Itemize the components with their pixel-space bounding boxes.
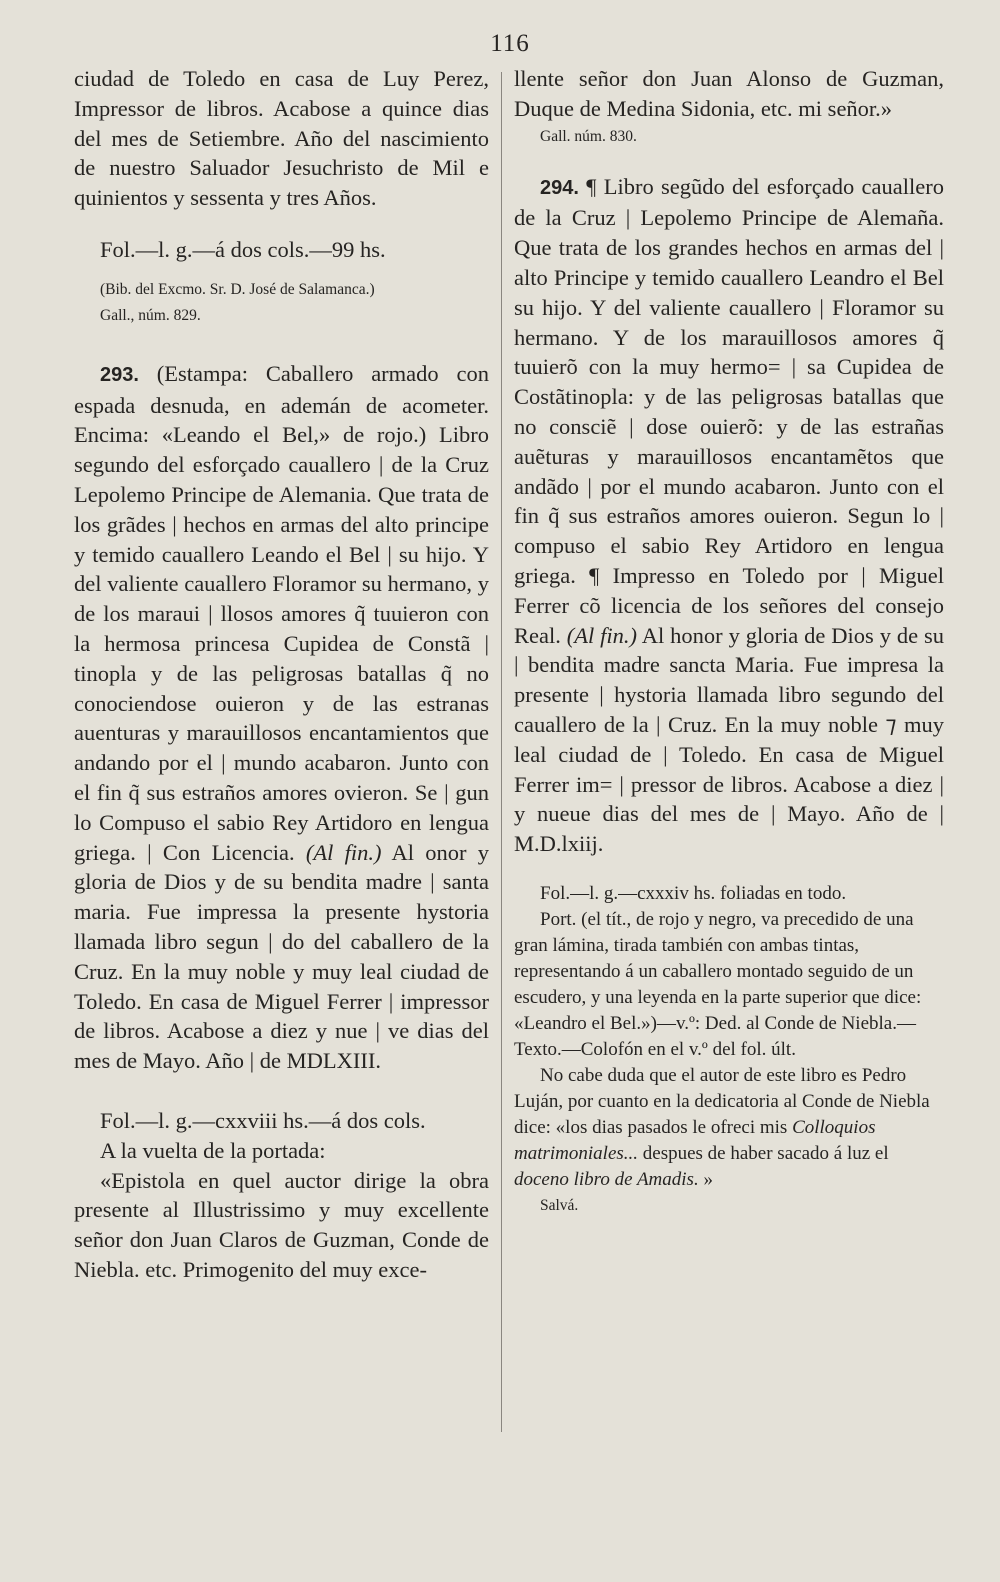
text-paragraph (74, 1166, 489, 1285)
paragraph-text: Al honor y gloria de Dios y de su | bendita madre sancta Maria. Fue impresa la presente | hystoria llamada libro segundo del cauallero de la | Cruz. En la muy noble ⁊ muy leal ciudad de | Toledo. En casa de Miguel Ferrer im= | pressor de libros. Acabose a diez | y nueue dias del mes de | Mayo. Año de | M.D.lxiij. (514, 622, 945, 857)
italic-text: Colloquios matrimoniales... (514, 1116, 876, 1164)
paragraph-text: » (703, 1168, 713, 1190)
page-number: 116 (490, 30, 530, 57)
spacer (74, 1076, 489, 1106)
italic-text: doceno libro de Amadis. (514, 1168, 699, 1190)
text-paragraph (74, 1136, 489, 1166)
paragraph-text: despues de haber sacado á luz el (642, 1142, 889, 1164)
entry-number: 293. (100, 363, 139, 386)
text-paragraph (514, 881, 944, 907)
column-divider (501, 72, 502, 1432)
paragraph-text: Fol.—l. g.—á dos cols.—99 hs. (100, 236, 386, 262)
paragraph-text: «Epistola en quel auctor dirige la obra presente al Illustrissimo y muy excellente señor don Juan Claros de Guzman, Conde de Niebla. etc. Primogenito del muy exce- (74, 1167, 489, 1282)
entry-number: 294. (540, 176, 579, 199)
paragraph-text: A la vuelta de la portada: (100, 1137, 326, 1163)
paragraph-text: Port. (el tít., de rojo y negro, va precedido de una gran lámina, tirada también con ambas tintas, representando á un caballero montado seguido de un escudero, y una leyenda en la parte superior que dice: «Leandro el Bel.»)—v.º: Ded. al Conde de Niebla.—Texto.—Colofón en el v.º del fol. últ. (514, 908, 922, 1060)
paragraph-text: (Bib. del Excmo. Sr. D. José de Salamanca.) (100, 280, 375, 298)
paragraph-text: Salvá. (540, 1196, 579, 1214)
catalog-entry (514, 172, 944, 859)
spacer (74, 265, 489, 277)
right-column (514, 64, 944, 1219)
left-column (74, 64, 489, 1285)
paragraph-text: ciudad de Toledo en casa de Luy Perez, Impressor de libros. Acabose a quince dias del mes de Setiembre. Año del nascimiento de nuestro Saluador Jesuchristo de Mil e quinientos y sessenta y tres Años. (74, 66, 489, 211)
paragraph-text: llente señor don Juan Alonso de Guzman, Duque de Medina Sidonia, etc. mi señor.» (514, 66, 944, 121)
paragraph-text: No cabe duda que el autor de este libro es Pedro Luján, por cuanto en la dedicatoria al Conde de Niebla dice: «los dias pasados le ofreci mis (514, 1064, 930, 1138)
italic-text: (Al fin.) (566, 622, 638, 648)
text-paragraph (74, 303, 489, 329)
paragraph-text: Fol.—l. g.—cxxxiv hs. foliadas en todo. (540, 882, 847, 904)
text-paragraph (514, 907, 944, 1063)
text-paragraph (514, 1063, 944, 1193)
italic-text: (Al fin.) (305, 839, 382, 865)
paragraph-text: Gall., núm. 829. (100, 306, 201, 324)
paragraph-text: ¶ Libro segũdo del esforçado cauallero de la Cruz | Lepolemo Principe de Alemaña. Que trata de los grandes hechos en armas del | alto Principe y temido cauallero Leandro el Bel su hijo. Y del valiente cauallero | Floramor su hermano. Y de los marauillosos amores q̃ tuuierõ con la muy hermo= | sa Cupidea de Costãtinopla: y de las peligrosas batallas que no consciẽ | dose ouierõ: y de las estrañas auẽturas y marauillosos encantamẽtos que andãdo | por el mundo acabaron. Junto con el fin q̃ sus estraños amores ouieron. Segun lo | compuso el sabio Rey Artidoro en lengua griega. ¶ Impresso en Toledo por | Miguel Ferrer cõ licencia de los señores del consejo Real. (514, 173, 944, 648)
text-paragraph (74, 235, 489, 265)
paragraph-text: (Estampa: Caballero armado con espada desnuda, en ademán de acometer. Encima: «Leando el Bel,» de rojo.) Libro segundo del esforçado cauallero | de la Cruz Lepolemo Principe de Alemania. Que trata de los grãdes | hechos en armas del alto principe y temido cauallero Leando el Bel | su hijo. Y del valiente cauallero Floramor su hermano, y de los maraui | llosos amores q̃ tuuieron con la hermosa princesa Cupidea de Constã | tinopla y de las peligrosas batallas q̃ no conociendose ouieron y de las estranas auenturas y marauillosos encantamientos que andando por el | mundo acabaron. Junto con el fin q̃ sus estraños amores ovieron. Se | gun lo Compuso el sabio Rey Artidoro en lengua griega. | Con Licencia. (74, 360, 489, 865)
paragraph-text: Al onor y gloria de Dios y de su bendita madre | santa maria. Fue impressa la presente hystoria llamada libro segun | do del caballero de la Cruz. En la muy noble y muy leal ciudad de Toledo. En casa de Miguel Ferrer | impressor de libros. Acabose a diez y nue | ve dias del mes de Mayo. Año | de MDLXIII. (74, 839, 490, 1074)
text-paragraph (514, 124, 944, 150)
text-paragraph (74, 64, 489, 213)
paragraph-text: Gall. núm. 830. (540, 127, 637, 145)
spacer (514, 150, 944, 172)
spacer (74, 329, 489, 359)
text-paragraph (74, 277, 489, 303)
paragraph-text: Fol.—l. g.—cxxviii hs.—á dos cols. (100, 1107, 426, 1133)
text-paragraph (514, 1193, 944, 1219)
text-paragraph (514, 64, 944, 124)
spacer (74, 213, 489, 235)
catalog-entry (74, 359, 489, 1076)
spacer (514, 859, 944, 881)
text-paragraph (74, 1106, 489, 1136)
